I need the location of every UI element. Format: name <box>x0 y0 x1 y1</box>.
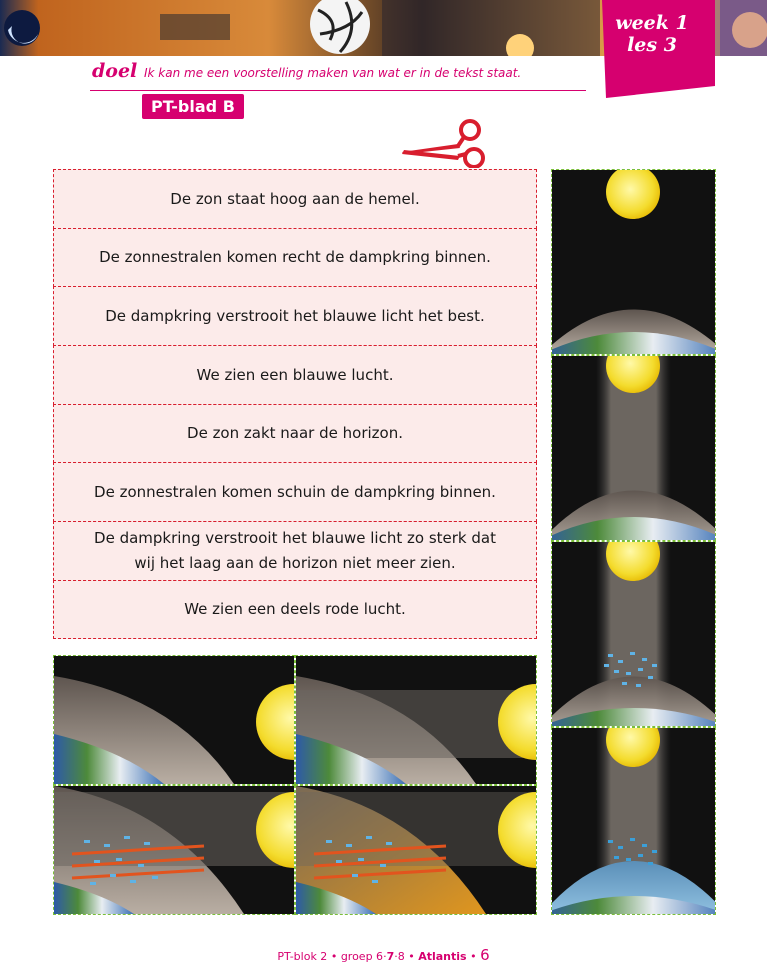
page-footer <box>0 946 767 964</box>
scattering-illustration <box>552 542 715 726</box>
goal-underline <box>90 90 586 91</box>
image-panel-sun-low[interactable] <box>53 655 295 785</box>
footer-separator: • <box>470 950 481 963</box>
text-card[interactable]: De zon zakt naar de horizon. <box>53 404 537 463</box>
scissors-icon <box>402 118 488 168</box>
image-panel-oblique-beam[interactable] <box>295 655 537 785</box>
image-panel-blue-sky[interactable] <box>551 727 716 915</box>
footer-method: Atlantis <box>418 950 467 963</box>
sun-high-illustration <box>552 170 715 354</box>
footer-groep-prefix: groep 6 <box>340 950 384 963</box>
week-label: week 1 <box>615 12 689 34</box>
footer-dot: · <box>394 950 398 963</box>
straight-beam-illustration <box>552 356 715 540</box>
goal-label: doel <box>92 60 138 82</box>
image-panel-straight-beam[interactable] <box>551 355 716 541</box>
text-card[interactable]: We zien een deels rode lucht. <box>53 580 537 639</box>
footer-groep-mid: 7 <box>386 950 395 963</box>
page-number: 6 <box>480 946 490 964</box>
text-card[interactable]: De dampkring verstrooit het blauwe licht het best. <box>53 286 537 346</box>
text-card[interactable]: We zien een blauwe lucht. <box>53 345 537 405</box>
text-card[interactable]: De dampkring verstrooit het blauwe licht zo sterk dat wij het laag aan de horizon niet meer zien. <box>53 521 537 581</box>
footer-separator: • <box>330 950 341 963</box>
image-panel-oblique-scattering[interactable] <box>53 785 295 915</box>
sun-low-illustration <box>54 656 294 784</box>
oblique-scattering-illustration <box>54 786 294 914</box>
image-panel-sun-high[interactable] <box>551 169 716 355</box>
text-card[interactable]: De zonnestralen komen recht de dampkring binnen. <box>53 228 537 287</box>
image-panel-scattering[interactable] <box>551 541 716 727</box>
image-panel-red-sky[interactable] <box>295 785 537 915</box>
footer-groep-end: 8 <box>397 950 405 963</box>
oblique-beam-illustration <box>296 656 536 784</box>
text-card[interactable]: De zonnestralen komen schuin de dampkring binnen. <box>53 462 537 522</box>
footer-separator: • <box>408 950 419 963</box>
lesson-label: les 3 <box>627 34 677 56</box>
red-sky-illustration <box>296 786 536 914</box>
worksheet-badge: PT-blad B <box>142 94 244 119</box>
blue-sky-illustration <box>552 728 715 914</box>
week-lesson-label <box>600 12 704 56</box>
text-card[interactable]: De zon staat hoog aan de hemel. <box>53 169 537 229</box>
footer-dot: · <box>383 950 387 963</box>
text-cards-area <box>53 169 537 639</box>
goal-text: Ik kan me een voorstelling maken van wat er in de tekst staat. <box>144 66 522 80</box>
footer-blok: PT-blok 2 <box>277 950 328 963</box>
